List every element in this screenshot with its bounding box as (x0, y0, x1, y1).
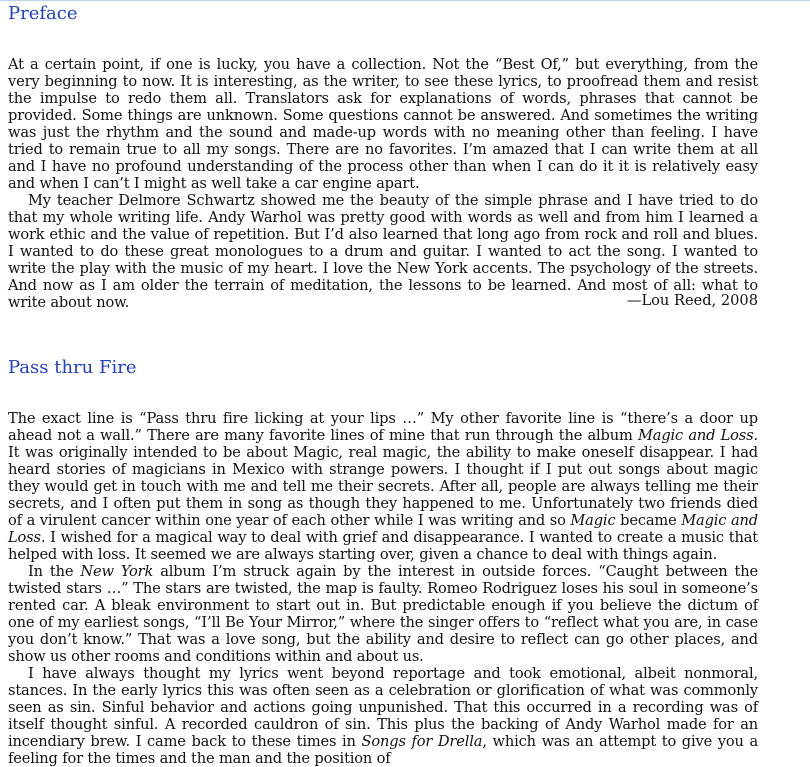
fire-paragraph-3: I have always thought my lyrics went beyond reportage and took emotional, albeit nonmoral, stances. In the early lyrics this was often seen as a celebration or glorification of what was commonly seen as sin. Sinful behavior and actions going unpunished. That this occurred in a recording was of itself thought sinful. A recorded cauldron of sin. This plus the backing of Andy Warhol made for an incendiary brew. I came back to these times in Songs for Drella, which was an attempt to give you a feeling for the times and the man and the position of (8, 665, 758, 767)
preface-body (8, 56, 758, 311)
section-title-preface: Preface (8, 3, 78, 24)
top-border (0, 0, 810, 1)
preface-signature: —Lou Reed, 2008 (626, 292, 758, 309)
fire-paragraph-1: The exact line is “Pass thru fire licking at your lips …” My other favorite line is “there’s a door up ahead not a wall.” There are many favorite lines of mine that run through the album Magic and Loss. It was originally intended to be about Magic, real magic, the ability to make oneself disappear. I had heard stories of magicians in Mexico with strange powers. I thought if I put out songs about magic they would get in touch with me and tell me their secrets. After all, people are always telling me their secrets, and I often put them in song as though they happened to me. Unfortunately two friends died of a virulent cancer within one year of each other while I was writing and so Magic became Magic and Loss. I wished for a magical way to deal with grief and disappearance. I wanted to create a music that helped with loss. It seemed we are always starting over, given a chance to deal with things again. (8, 410, 758, 563)
preface-paragraph-1: At a certain point, if one is lucky, you have a collection. Not the “Best Of,” but everything, from the very beginning to now. It is interesting, as the writer, to see these lyrics, to proofread them and resist the impulse to redo them all. Translators ask for explanations of words, phrases that cannot be provided. Some things are unknown. Some questions cannot be answered. And sometimes the writing was just the rhythm and the sound and made-up words with no meaning other than feeling. I have tried to remain true to all my songs. There are no favorites. I’m amazed that I can write them at all and I have no profound understanding of the process other than when I can do it it is relatively easy and when I can’t I might as well take a car engine apart. (8, 56, 758, 192)
fire-paragraph-2: In the New York album I’m struck again by the interest in outside forces. “Caught between the twisted stars …” The stars are twisted, the map is faulty. Romeo Rodriguez loses his soul in someone’s rented car. A bleak environment to start out in. But predictable enough if you believe the dictum of one of my earliest songs, “I’ll Be Your Mirror,” where the singer offers to “reflect what you are, in case you don’t know.” That was a love song, but the ability and desire to reflect can go other places, and show us other rooms and conditions within and about us. (8, 563, 759, 665)
pass-thru-fire-body (8, 410, 758, 767)
preface-paragraph-2: My teacher Delmore Schwartz showed me the beauty of the simple phrase and I have tried to do that my whole writing life. Andy Warhol was pretty good with words as well and from him I learned a work ethic and the value of repetition. But I’d also learned that long ago from rock and roll and blues. I wanted to do these great monologues to a drum and guitar. I wanted to act the song. I wanted to write the play with the music of my heart. I love the New York accents. The psychology of the streets. And now as I am older the terrain of meditation, the lessons to be learned. And most of all: what to write about now. (8, 192, 758, 311)
section-title-pass-thru-fire: Pass thru Fire (8, 357, 137, 378)
